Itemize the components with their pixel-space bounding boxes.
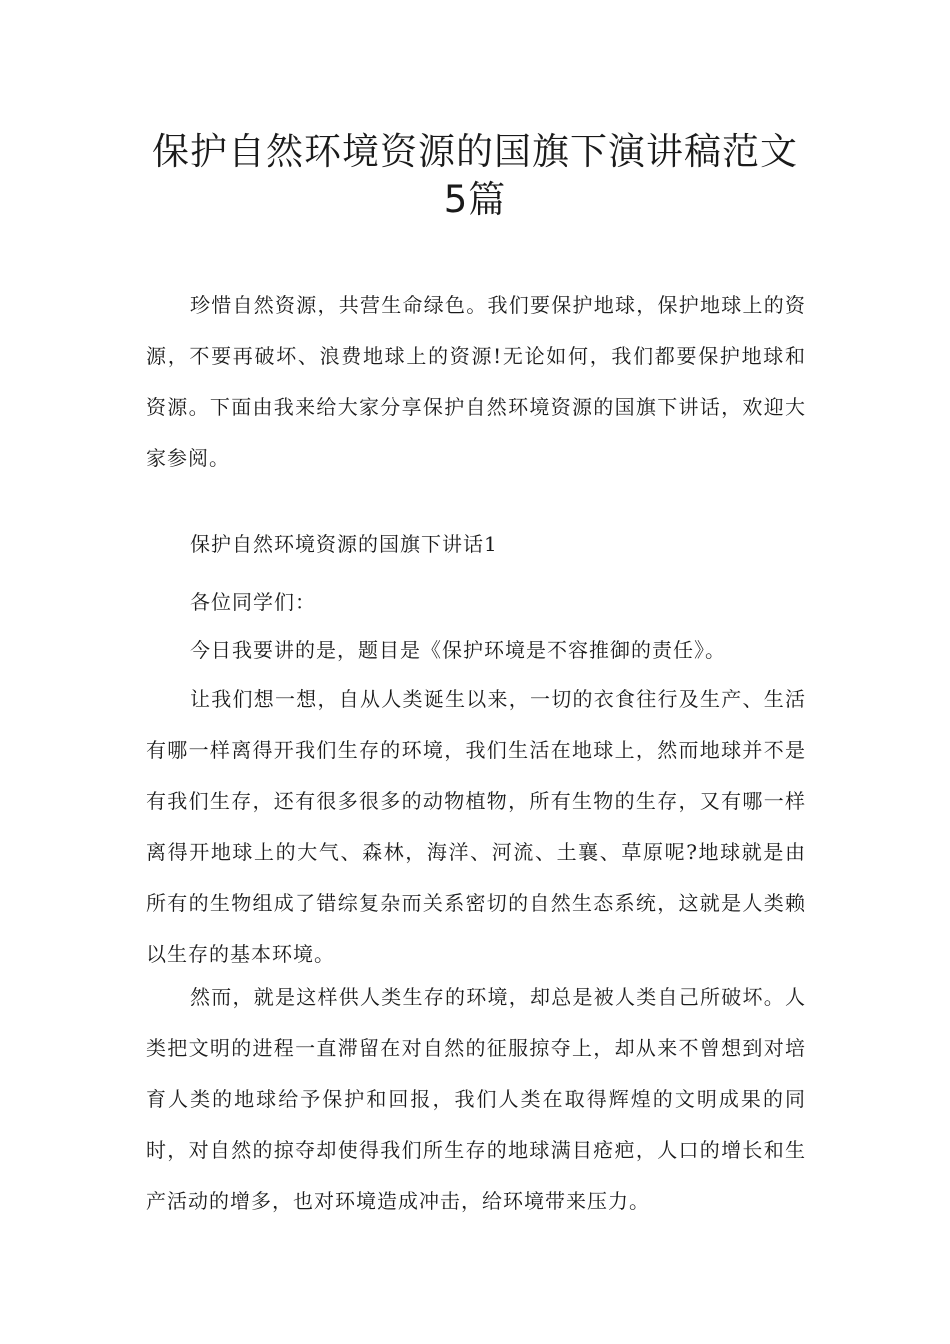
document-title	[100, 128, 850, 224]
title-line-2: 5篇	[443, 178, 507, 221]
intro-paragraph: 珍惜自然资源，共营生命绿色。我们要保护地球，保护地球上的资源，不要再破坏、浪费地球上的资源!无论如何，我们都要保护地球和资源。下面由我来给大家分享保护自然环境资源的国旗下讲话，欢迎大家参阅。	[146, 293, 806, 470]
topic-line: 今日我要讲的是，题目是《保护环境是不容推御的责任》。	[190, 638, 726, 662]
title-line-1: 保护自然环境资源的国旗下演讲稿范文	[152, 130, 798, 173]
body-paragraph-2: 然而，就是这样供人类生存的环境，却总是被人类自己所破坏。人类把文明的进程一直滞留在对自然的征服掠夺上，却从来不曾想到对培育人类的地球给予保护和回报，我们人类在取得辉煌的文明成果的同时，对自然的掠夺却使得我们所生存的地球满目疮疤，人口的增长和生产活动的增多，也对环境造成冲击，给环境带来压力。	[146, 985, 806, 1213]
body-paragraph-1: 让我们想一想，自从人类诞生以来，一切的衣食往行及生产、生活有哪一样离得开我们生存的环境，我们生活在地球上，然而地球并不是有我们生存，还有很多很多的动物植物，所有生物的生存，又有哪一样离得开地球上的大气、森林，海洋、河流、土襄、草原呢?地球就是由所有的生物组成了错综复杂而关系密切的自然生态系统，这就是人类赖以生存的基本环境。	[146, 687, 806, 966]
section-heading: 保护自然环境资源的国旗下讲话1	[190, 532, 498, 556]
greeting-line: 各位同学们：	[190, 590, 316, 614]
